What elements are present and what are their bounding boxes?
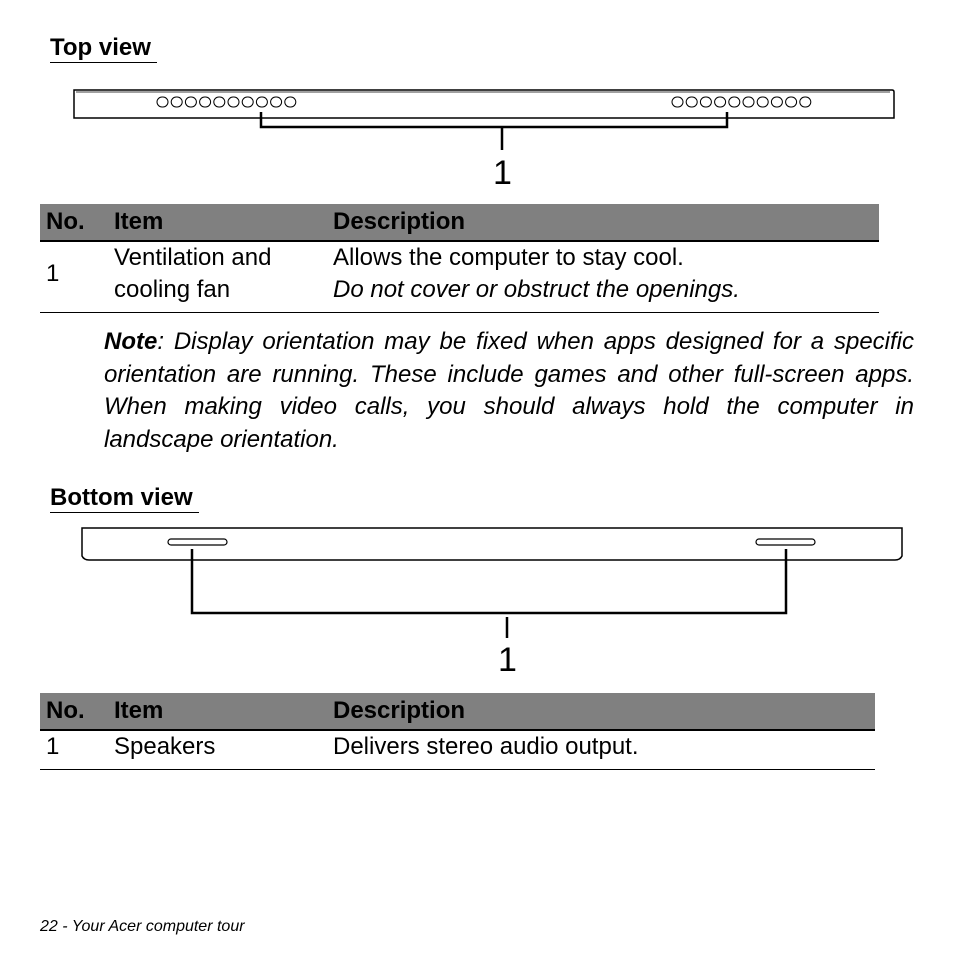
vent-slot xyxy=(686,97,697,107)
vent-slot xyxy=(200,97,211,107)
note-label: Note xyxy=(104,328,158,355)
cell-item xyxy=(108,241,327,313)
description-line: Allows the computer to stay cool. xyxy=(333,244,684,271)
bottom-view-diagram xyxy=(0,522,954,642)
vent-slot xyxy=(757,97,768,107)
speaker-grille-right xyxy=(756,539,815,545)
device-bottom-edge xyxy=(82,528,902,560)
vent-slot xyxy=(185,97,196,107)
vent-slot xyxy=(242,97,253,107)
vent-slot xyxy=(771,97,782,107)
vent-slot xyxy=(800,97,811,107)
callout-number: 1 xyxy=(498,641,517,679)
vent-openings-left xyxy=(157,97,296,107)
header-item: Item xyxy=(108,693,327,730)
cell-no: 1 xyxy=(40,730,108,770)
device-top-edge xyxy=(74,90,894,118)
speaker-grille-left xyxy=(168,539,227,545)
vent-slot xyxy=(715,97,726,107)
table-row xyxy=(40,241,879,313)
cell-description: Delivers stereo audio output. xyxy=(327,730,875,770)
header-no: No. xyxy=(40,693,108,730)
vent-slot xyxy=(672,97,683,107)
page-footer: 22 - Your Acer computer tour xyxy=(40,918,245,935)
note-text: : Display orientation may be fixed when apps designed for a specific orientation are running. These include games and other full-screen apps. When making video calls, you should always hold the computer in landscape orientation. xyxy=(104,328,914,453)
bottom-view-heading: Bottom view xyxy=(50,484,199,513)
table-header-row xyxy=(40,693,875,730)
vent-slot xyxy=(171,97,182,107)
vent-openings-right xyxy=(672,97,811,107)
vent-slot xyxy=(729,97,740,107)
item-line: Ventilation and xyxy=(114,244,272,271)
cell-no: 1 xyxy=(40,241,108,313)
top-view-diagram xyxy=(0,84,954,164)
header-description: Description xyxy=(327,693,875,730)
top-view-table xyxy=(40,204,879,313)
header-description: Description xyxy=(327,204,879,241)
vent-slot xyxy=(256,97,267,107)
vent-slot xyxy=(214,97,225,107)
vent-slot xyxy=(786,97,797,107)
top-view-heading: Top view xyxy=(50,34,157,63)
table-header-row xyxy=(40,204,879,241)
note-paragraph xyxy=(104,326,914,456)
vent-slot xyxy=(157,97,168,107)
item-line: cooling fan xyxy=(114,276,231,303)
cell-item: Speakers xyxy=(108,730,327,770)
cell-description xyxy=(327,241,879,313)
header-item: Item xyxy=(108,204,327,241)
vent-slot xyxy=(700,97,711,107)
vent-slot xyxy=(285,97,296,107)
vent-slot xyxy=(271,97,282,107)
table-row xyxy=(40,730,875,770)
bottom-view-table xyxy=(40,693,875,770)
callout-number: 1 xyxy=(493,154,512,192)
callout-bracket xyxy=(192,549,786,613)
description-warning: Do not cover or obstruct the openings. xyxy=(333,276,740,303)
callout-bracket xyxy=(261,112,727,127)
vent-slot xyxy=(228,97,239,107)
vent-slot xyxy=(743,97,754,107)
header-no: No. xyxy=(40,204,108,241)
